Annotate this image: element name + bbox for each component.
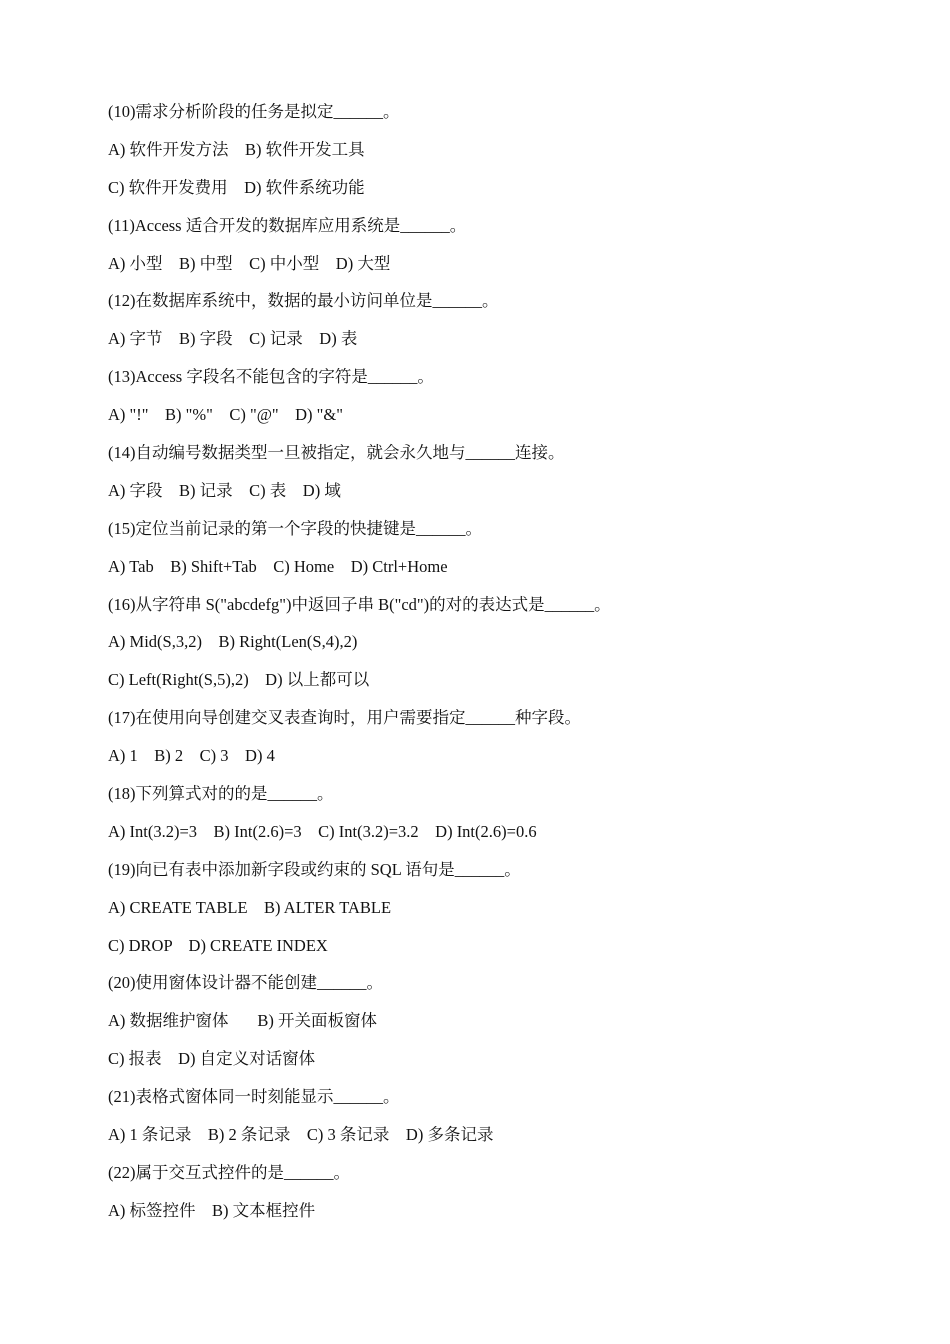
- question-22-options: A) 标签控件 B) 文本框控件: [108, 1200, 316, 1220]
- question-21-options: A) 1 条记录 B) 2 条记录 C) 3 条记录 D) 多条记录: [108, 1125, 494, 1145]
- question-list: [108, 99, 868, 1236]
- question-12-options: A) 字节 B) 字段 C) 记录 D) 表: [108, 329, 358, 349]
- question-15-options: A) Tab B) Shift+Tab C) Home D) Ctrl+Home: [108, 556, 448, 576]
- question-20-options-cd: C) 报表 D) 自定义对话窗体: [108, 1049, 316, 1069]
- question-11: (11)Access 适合开发的数据库应用系统是______。: [108, 215, 467, 235]
- question-15: (15)定位当前记录的第一个字段的快捷键是______。: [108, 518, 482, 538]
- question-10-options-ab: A) 软件开发方法 B) 软件开发工具: [108, 139, 365, 159]
- question-16: (16)从字符串 S("abcdefg")中返回子串 B("cd")的对的表达式是______。: [108, 594, 611, 614]
- question-17: (17)在使用向导创建交叉表查询时，用户需要指定______种字段。: [108, 708, 581, 728]
- question-20: (20)使用窗体设计器不能创建______。: [108, 973, 383, 993]
- question-14-options: A) 字段 B) 记录 C) 表 D) 域: [108, 480, 341, 500]
- question-16-options-cd: C) Left(Right(S,5),2) D) 以上都可以: [108, 670, 370, 690]
- question-19-options-ab: A) CREATE TABLE B) ALTER TABLE: [108, 897, 392, 917]
- question-10: (10)需求分析阶段的任务是拟定______。: [108, 102, 400, 121]
- question-13: (13)Access 字段名不能包含的字符是______。: [108, 367, 434, 387]
- question-20-options-ab: A) 数据维护窗体 B) 开关面板窗体: [108, 1011, 378, 1031]
- question-18-options: A) Int(3.2)=3 B) Int(2.6)=3 C) Int(3.2)=3.2 D) Int(2.6)=0.6: [108, 821, 537, 841]
- question-10-options-cd: C) 软件开发费用 D) 软件系统功能: [108, 177, 365, 197]
- question-14: (14)自动编号数据类型一旦被指定，就会永久地与______连接。: [108, 443, 565, 463]
- question-22: (22)属于交互式控件的是______。: [108, 1162, 350, 1182]
- question-19: (19)向已有表中添加新字段或约束的 SQL 语句是______。: [108, 859, 521, 879]
- question-18: (18)下列算式对的的是______。: [108, 784, 334, 804]
- question-13-options: A) "!" B) "%" C) "@" D) "&": [108, 405, 343, 425]
- question-11-options: A) 小型 B) 中型 C) 中小型 D) 大型: [108, 253, 391, 273]
- question-17-options: A) 1 B) 2 C) 3 D) 4: [108, 746, 275, 766]
- question-12: (12)在数据库系统中，数据的最小访问单位是______。: [108, 291, 499, 311]
- question-16-options-ab: A) Mid(S,3,2) B) Right(Len(S,4),2): [108, 632, 358, 652]
- question-19-options-cd: C) DROP D) CREATE INDEX: [108, 935, 328, 955]
- question-21: (21)表格式窗体同一时刻能显示______。: [108, 1087, 400, 1107]
